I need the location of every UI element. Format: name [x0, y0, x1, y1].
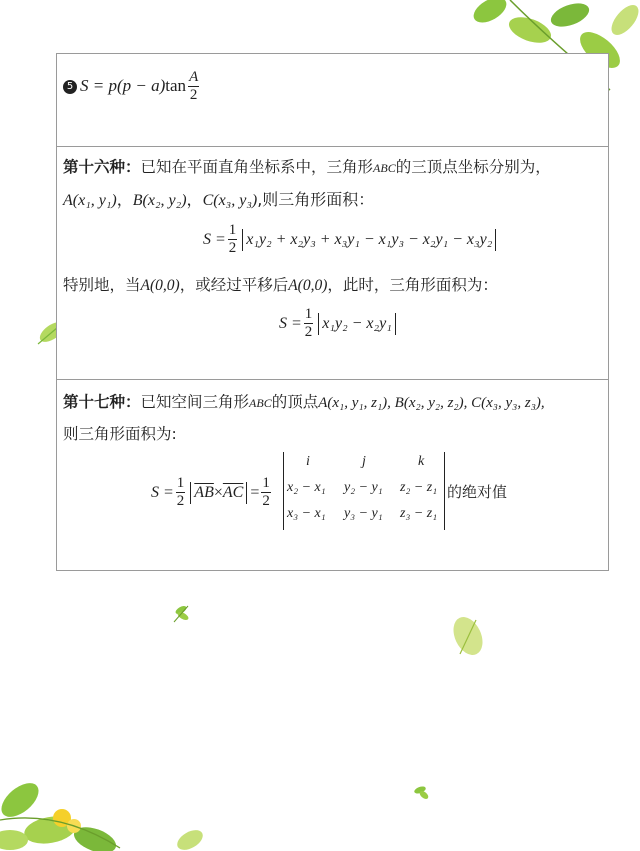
method-16-section	[57, 147, 608, 380]
method-16-heading: 第十六种：	[63, 158, 141, 176]
leaf-cluster-bottom-left	[0, 760, 230, 851]
area-formula-origin: S = $\frac{1}{2}$ x₁y₂ − x₂y₁	[279, 307, 399, 340]
area-formula-general: S = $\frac{1}{2}$ x₁y₂ + x₂y₃ + x₃y₁ − x₁y₃ − x₂y₁ − x₃y₂	[203, 223, 499, 256]
formula-5-section	[57, 54, 608, 147]
method-17-intro: 第十七种：已知空间三角形ABC的顶点A(x₁, y₁, z₁), B(x₂, y₂, z₂), C(x₃, y₃, z₃),	[63, 393, 545, 411]
vertex-coordinates: A(x₁, y₁)，B(x₂, y₂)，C(x₃, y₃),则三角形面积：	[63, 190, 375, 209]
matrix-cell: y₂ − y₁	[344, 480, 383, 495]
method-17-line2: 则三角形面积为:	[63, 425, 177, 443]
method-16-intro: 第十六种：已知在平面直角坐标系中，三角形ABC的三顶点坐标分别为，	[63, 158, 551, 176]
sprig-lower-right	[410, 782, 432, 802]
formula-5: 5 S = p(p − a)tan $\frac{A}{2}$	[63, 70, 201, 103]
matrix-cell: k	[418, 454, 425, 469]
matrix-cell: z₂ − z₁	[400, 480, 438, 495]
matrix-cell: z₃ − z₁	[400, 506, 438, 521]
determinant-matrix	[283, 452, 445, 530]
matrix-cell: y₃ − y₁	[344, 506, 383, 521]
matrix-cell: x₃ − x₁	[287, 506, 326, 521]
number-badge: 5	[63, 80, 77, 94]
matrix-cell: j	[362, 454, 366, 469]
method-17-heading: 第十七种：	[63, 393, 141, 411]
sprig-mid	[170, 602, 192, 624]
leaf-right	[448, 614, 488, 660]
cross-product-formula: S = $\frac{1}{2}$ $\overline{AB}\times\overline{AC}$ = $\frac{1}{2}$	[151, 475, 270, 509]
matrix-cell: x₂ − x₁	[287, 480, 326, 495]
method-17-section	[57, 380, 608, 570]
matrix-cell: i	[306, 454, 310, 469]
absolute-value-note: 的绝对值	[447, 483, 508, 501]
special-case-text: 特别地，当A(0,0)，或经过平移后A(0,0)，此时，三角形面积为：	[63, 276, 498, 294]
formula-sheet	[56, 53, 609, 571]
